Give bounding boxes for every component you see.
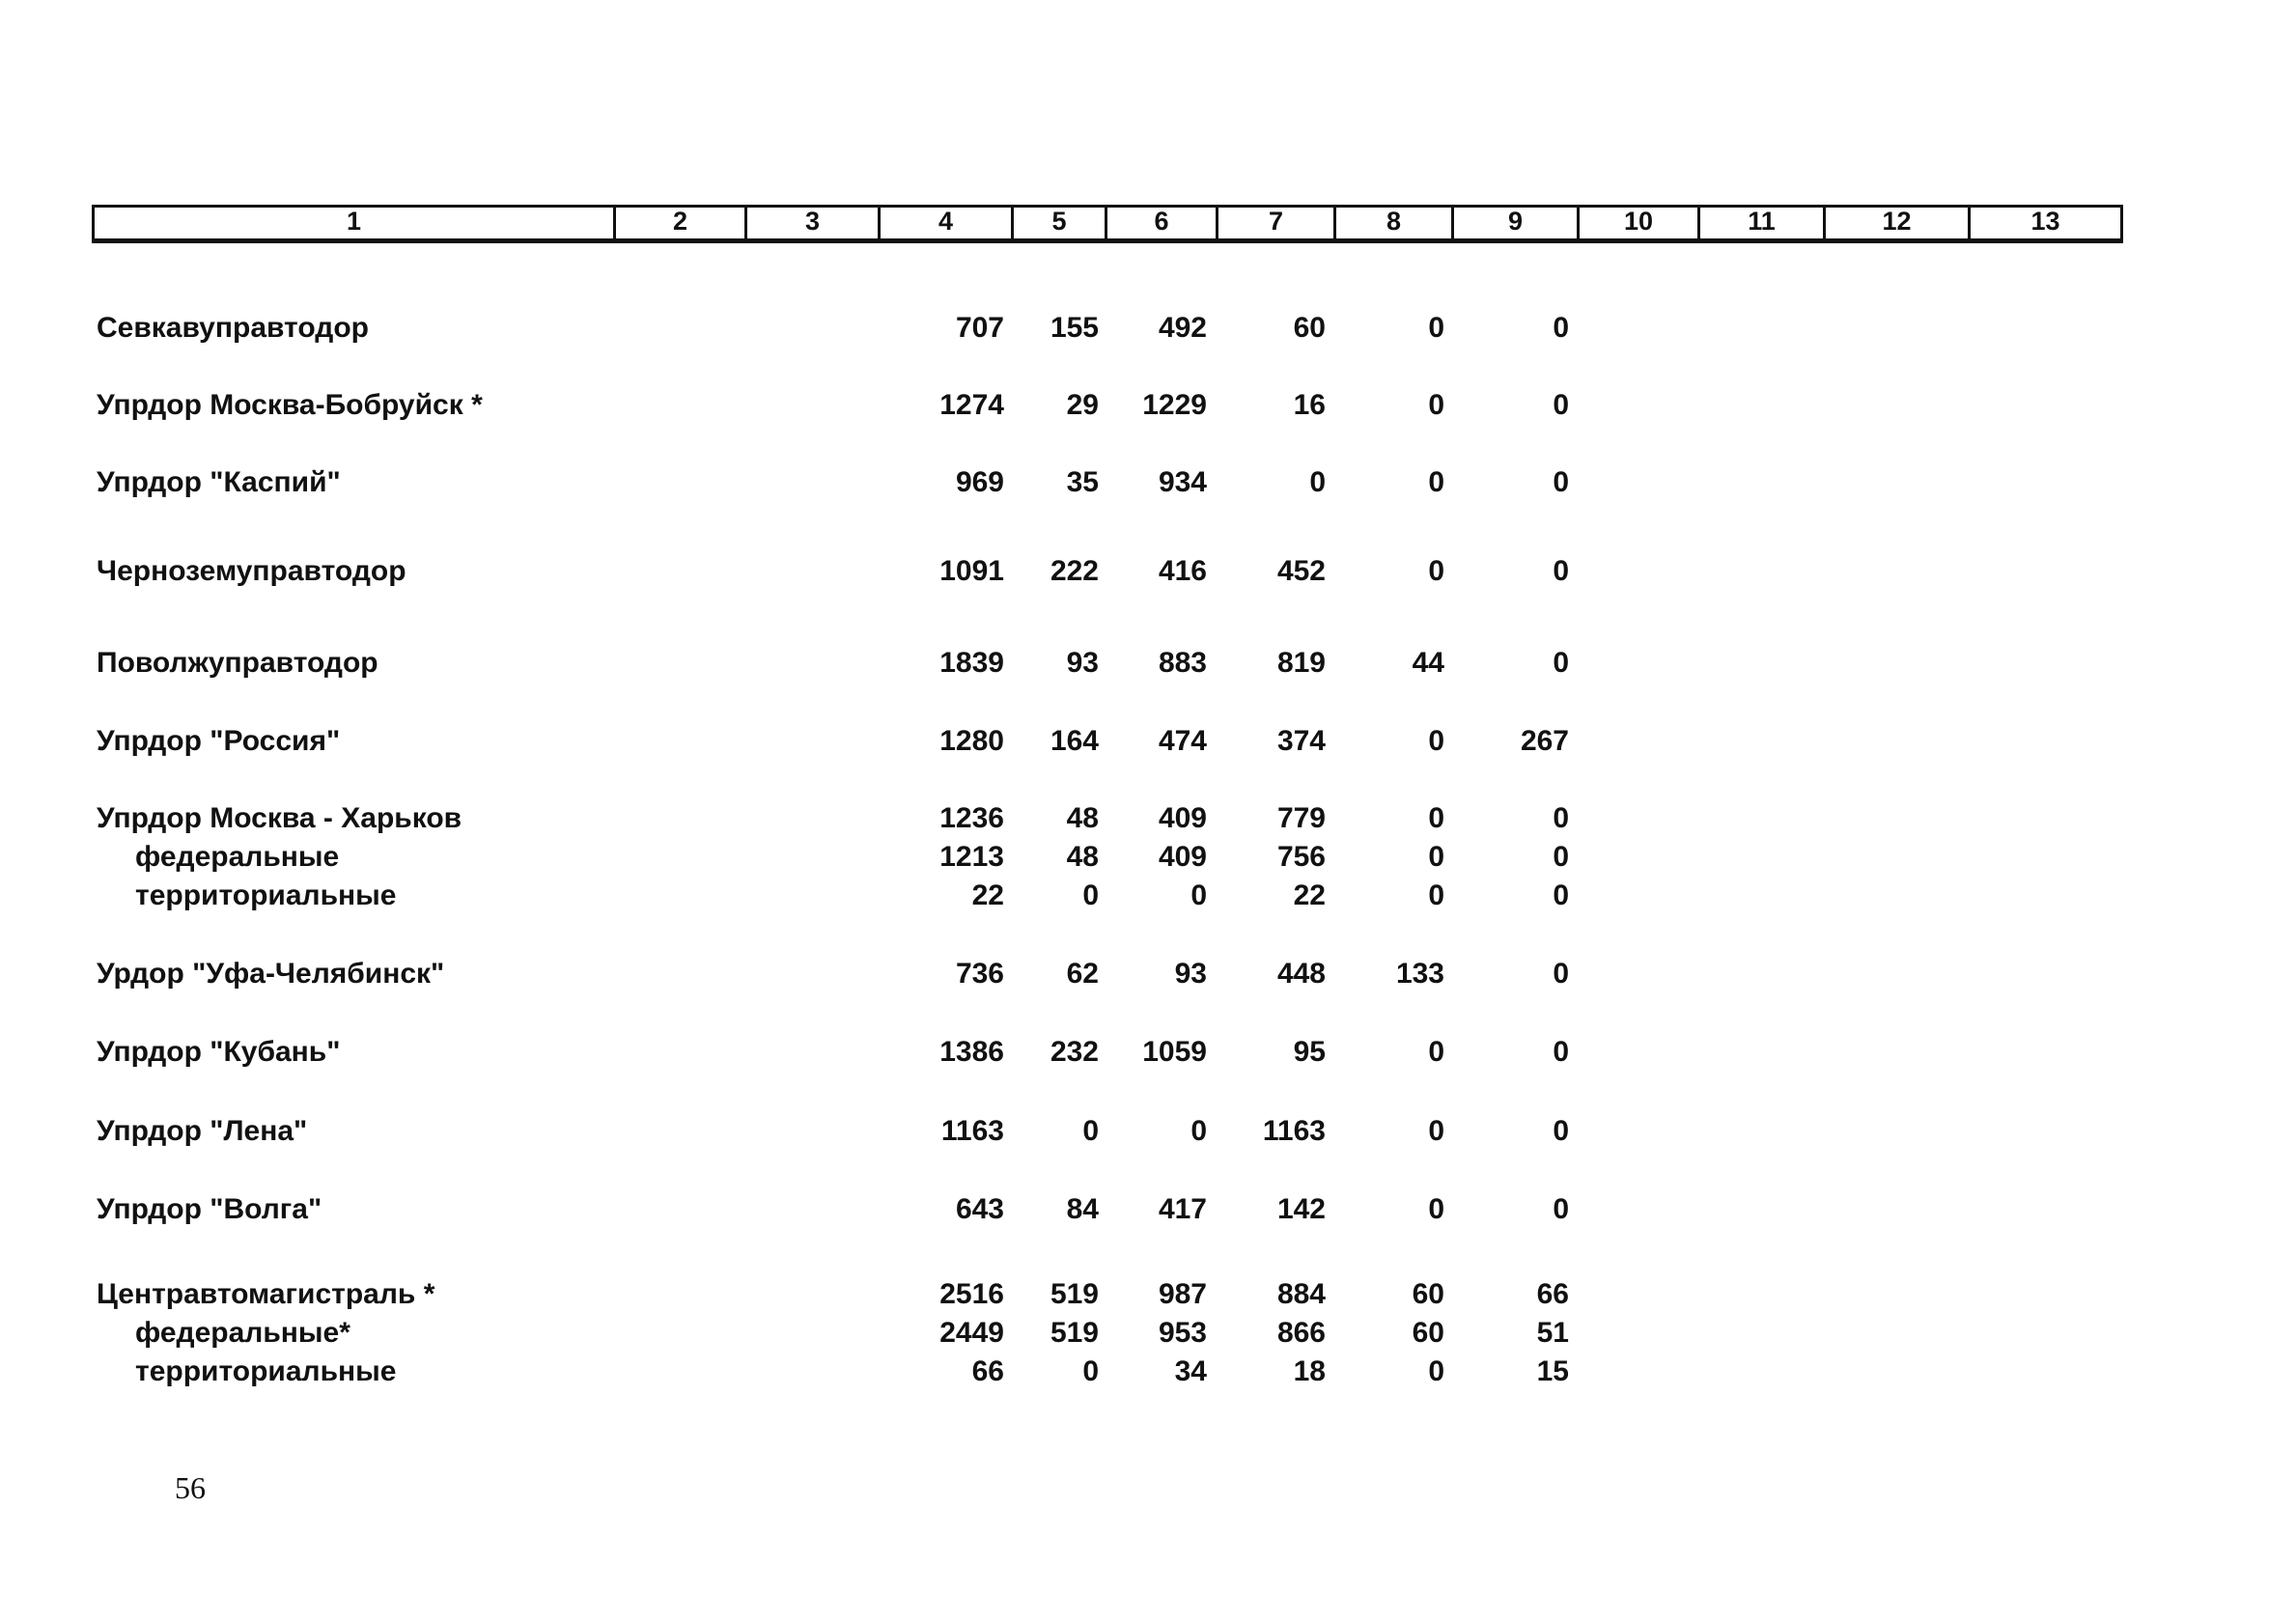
cell-col-6: 492 xyxy=(1158,312,1207,344)
cell-col-6: 1059 xyxy=(1142,1036,1207,1068)
cell-col-8: 0 xyxy=(1428,841,1444,873)
cell-col-4: 1280 xyxy=(939,725,1004,757)
cell-col-6: 93 xyxy=(1174,958,1207,990)
row-label: Урдор "Уфа-Челябинск" xyxy=(97,958,445,990)
cell-col-4: 2449 xyxy=(939,1317,1004,1349)
page-number: 56 xyxy=(175,1470,206,1505)
row-label: федеральные xyxy=(135,841,340,873)
cell-col-7: 0 xyxy=(1309,466,1326,498)
cell-col-7: 779 xyxy=(1276,802,1326,834)
cell-col-9: 0 xyxy=(1553,466,1569,498)
cell-col-4: 736 xyxy=(955,958,1004,990)
header-column-13: 13 xyxy=(2030,206,2060,236)
cell-col-6: 0 xyxy=(1190,1115,1207,1147)
cell-col-4: 1213 xyxy=(939,841,1004,873)
cell-col-5: 62 xyxy=(1066,958,1099,990)
cell-col-7: 95 xyxy=(1293,1036,1326,1068)
row-label: Черноземуправтодор xyxy=(97,555,406,587)
row-label: федеральные* xyxy=(135,1317,350,1349)
header-column-10: 10 xyxy=(1580,208,1700,238)
cell-col-4: 1274 xyxy=(939,389,1004,421)
header-column-7: 7 xyxy=(1218,208,1336,238)
cell-col-7: 16 xyxy=(1293,389,1326,421)
cell-col-7: 884 xyxy=(1276,1278,1326,1310)
row-label: территориальные xyxy=(135,1355,397,1387)
cell-col-9: 0 xyxy=(1553,879,1569,911)
header-column-12: 12 xyxy=(1826,208,1971,238)
header-column-9: 9 xyxy=(1454,208,1580,238)
cell-col-4: 1091 xyxy=(939,555,1004,587)
cell-col-5: 29 xyxy=(1066,389,1099,421)
cell-col-5: 93 xyxy=(1066,647,1099,679)
cell-col-4: 2516 xyxy=(939,1278,1004,1310)
cell-col-6: 417 xyxy=(1158,1193,1207,1225)
cell-col-9: 51 xyxy=(1536,1317,1569,1349)
cell-col-4: 643 xyxy=(955,1193,1004,1225)
cell-col-5: 48 xyxy=(1066,841,1099,873)
cell-col-7: 374 xyxy=(1276,725,1326,757)
cell-col-9: 0 xyxy=(1553,647,1569,679)
cell-col-4: 66 xyxy=(971,1355,1004,1387)
cell-col-8: 0 xyxy=(1428,1355,1444,1387)
cell-col-7: 452 xyxy=(1276,555,1326,587)
cell-col-4: 707 xyxy=(955,312,1004,344)
cell-col-8: 0 xyxy=(1428,1036,1444,1068)
cell-col-9: 0 xyxy=(1553,1193,1569,1225)
cell-col-5: 519 xyxy=(1050,1278,1099,1310)
cell-col-6: 34 xyxy=(1174,1355,1207,1387)
cell-col-6: 883 xyxy=(1158,647,1207,679)
cell-col-8: 44 xyxy=(1412,647,1444,679)
header-column-11: 11 xyxy=(1700,208,1826,238)
cell-col-5: 155 xyxy=(1050,312,1099,344)
cell-col-8: 0 xyxy=(1428,389,1444,421)
cell-col-7: 22 xyxy=(1293,879,1326,911)
cell-col-8: 0 xyxy=(1428,466,1444,498)
cell-col-4: 1386 xyxy=(939,1036,1004,1068)
header-column-8: 8 xyxy=(1336,208,1454,238)
cell-col-8: 0 xyxy=(1428,312,1444,344)
cell-col-6: 409 xyxy=(1158,802,1207,834)
cell-col-4: 969 xyxy=(955,466,1004,498)
cell-col-6: 474 xyxy=(1158,725,1207,757)
cell-col-9: 0 xyxy=(1553,1115,1569,1147)
cell-col-7: 756 xyxy=(1276,841,1326,873)
cell-col-5: 0 xyxy=(1082,1355,1099,1387)
header-column-6: 6 xyxy=(1107,208,1218,238)
cell-col-7: 60 xyxy=(1293,312,1326,344)
cell-col-7: 448 xyxy=(1276,958,1326,990)
cell-col-9: 0 xyxy=(1553,958,1569,990)
column-number-header xyxy=(92,205,2123,243)
cell-col-6: 409 xyxy=(1158,841,1207,873)
cell-col-7: 1163 xyxy=(1262,1115,1326,1147)
cell-col-5: 164 xyxy=(1050,725,1099,757)
header-column-5: 5 xyxy=(1014,208,1107,238)
cell-col-9: 0 xyxy=(1553,389,1569,421)
cell-col-6: 416 xyxy=(1158,555,1207,587)
cell-col-6: 953 xyxy=(1158,1317,1207,1349)
cell-col-8: 60 xyxy=(1412,1278,1444,1310)
cell-col-5: 48 xyxy=(1066,802,1099,834)
cell-col-5: 519 xyxy=(1050,1317,1099,1349)
cell-col-9: 0 xyxy=(1553,1036,1569,1068)
cell-col-5: 35 xyxy=(1066,466,1099,498)
row-label: Центравтомагистраль * xyxy=(97,1278,435,1310)
cell-col-7: 18 xyxy=(1293,1355,1326,1387)
cell-col-9: 0 xyxy=(1553,841,1569,873)
cell-col-8: 0 xyxy=(1428,879,1444,911)
cell-col-7: 819 xyxy=(1276,647,1326,679)
cell-col-9: 0 xyxy=(1553,312,1569,344)
cell-col-8: 60 xyxy=(1412,1317,1444,1349)
cell-col-9: 267 xyxy=(1520,725,1569,757)
cell-col-6: 934 xyxy=(1158,466,1207,498)
header-column-2: 2 xyxy=(616,208,747,238)
row-label: Упрдор "Лена" xyxy=(97,1115,308,1147)
row-label: Упрдор "Каспий" xyxy=(97,466,341,498)
cell-col-5: 232 xyxy=(1050,1036,1099,1068)
cell-col-7: 866 xyxy=(1276,1317,1326,1349)
cell-col-7: 142 xyxy=(1276,1193,1326,1225)
cell-col-6: 987 xyxy=(1158,1278,1207,1310)
cell-col-4: 22 xyxy=(971,879,1004,911)
row-label: Упрдор Москва-Бобруйск * xyxy=(97,389,483,421)
cell-col-6: 0 xyxy=(1190,879,1207,911)
cell-col-6: 1229 xyxy=(1142,389,1207,421)
row-label: Севкавуправтодор xyxy=(97,312,369,344)
cell-col-4: 1163 xyxy=(940,1115,1004,1147)
cell-col-9: 66 xyxy=(1536,1278,1569,1310)
row-label: Поволжуправтодор xyxy=(97,647,378,679)
cell-col-5: 222 xyxy=(1050,555,1099,587)
cell-col-5: 0 xyxy=(1082,1115,1099,1147)
cell-col-9: 0 xyxy=(1553,802,1569,834)
row-label: Упрдор Москва - Харьков xyxy=(97,802,462,834)
cell-col-8: 133 xyxy=(1395,958,1444,990)
row-label: Упрдор "Россия" xyxy=(97,725,341,757)
cell-col-5: 84 xyxy=(1066,1193,1099,1225)
cell-col-4: 1839 xyxy=(939,647,1004,679)
cell-col-9: 15 xyxy=(1536,1355,1569,1387)
cell-col-9: 0 xyxy=(1553,555,1569,587)
row-label: Упрдор "Волга" xyxy=(97,1193,322,1225)
cell-col-8: 0 xyxy=(1428,725,1444,757)
cell-col-8: 0 xyxy=(1428,1115,1444,1147)
cell-col-8: 0 xyxy=(1428,555,1444,587)
header-column-4: 4 xyxy=(881,208,1014,238)
cell-col-8: 0 xyxy=(1428,802,1444,834)
cell-col-4: 1236 xyxy=(939,802,1004,834)
cell-col-5: 0 xyxy=(1082,879,1099,911)
row-label: Упрдор "Кубань" xyxy=(97,1036,341,1068)
header-column-1: 1 xyxy=(95,208,616,238)
row-label: территориальные xyxy=(135,879,397,911)
header-column-3: 3 xyxy=(747,208,881,238)
cell-col-8: 0 xyxy=(1428,1193,1444,1225)
